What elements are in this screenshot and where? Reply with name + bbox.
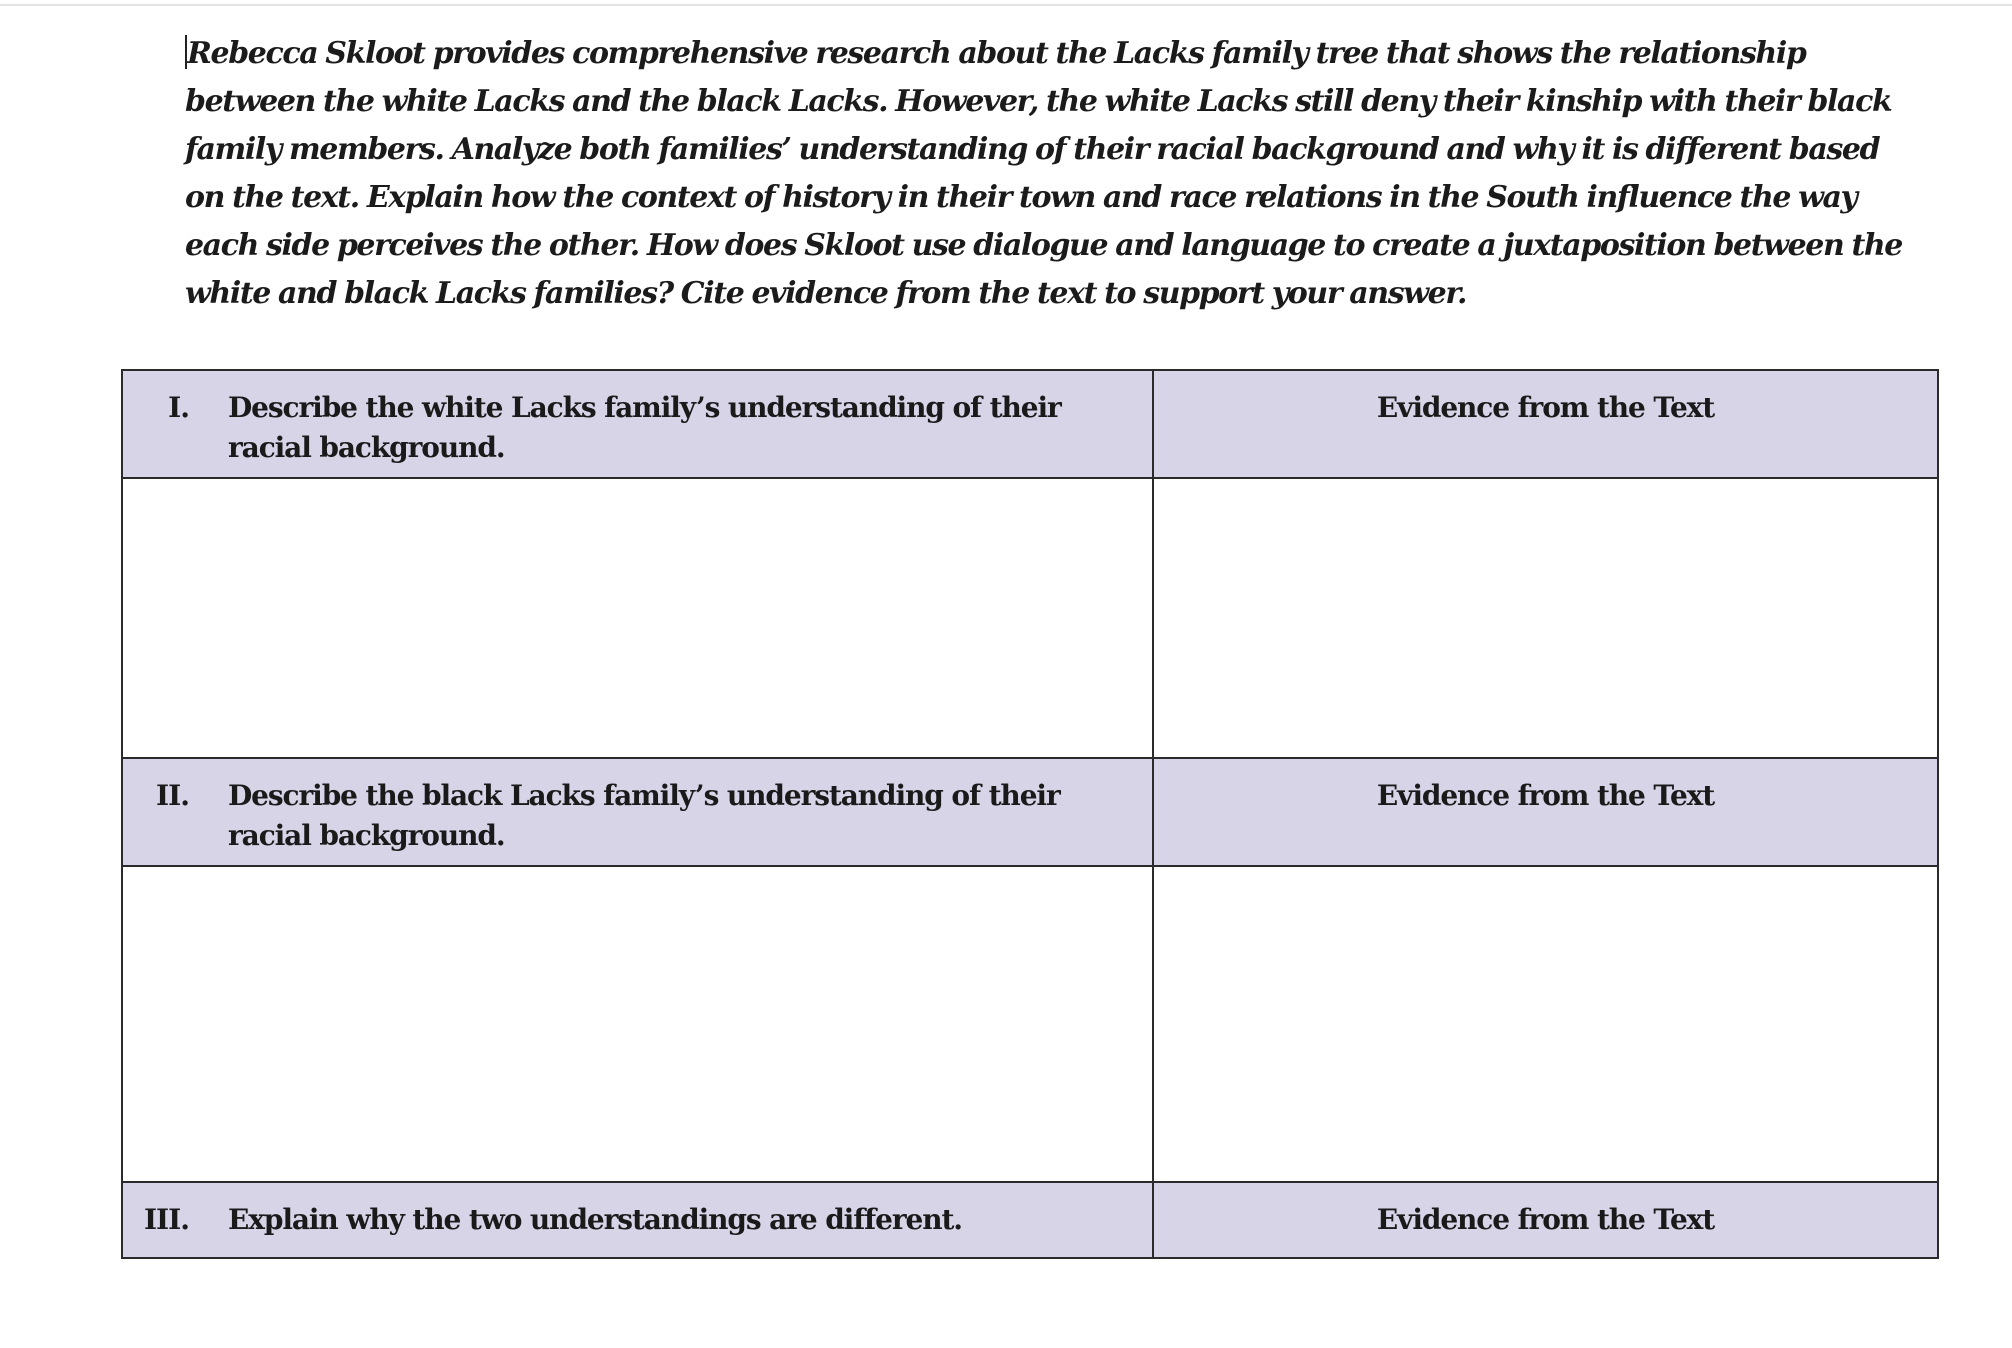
section-3-evidence-header-cell[interactable] xyxy=(1153,1182,1938,1258)
section-3-evidence-label: Evidence from the Text xyxy=(1376,1203,1715,1236)
section-2-question: Describe the black Lacks family’s understanding of their racial background. xyxy=(228,779,1060,852)
section-2-header-row xyxy=(122,758,1938,866)
section-2-answer-row xyxy=(122,866,1938,1182)
section-3-question: Explain why the two understandings are different. xyxy=(228,1203,962,1236)
prompt-text: Rebecca Skloot provides comprehensive research about the Lacks family tree that shows the relationship between the white Lacks and the black Lacks. However, the white Lacks still deny their kinship with their black family members. Analyze both families’ understanding of their racial background and why it is different based on the text. Explain how the context of history in their town and race relations in the South influence the way each side perceives the other. How does Skloot use dialogue and language to create a juxtaposition between the white and black Lacks families? Cite evidence from the text to support your answer. xyxy=(185,36,1902,311)
section-1-answer-cell[interactable] xyxy=(122,478,1153,758)
section-2-numeral: II. xyxy=(156,779,189,812)
section-2-question-cell[interactable] xyxy=(122,758,1153,866)
section-1-question-cell[interactable] xyxy=(122,370,1153,478)
section-2-answer-cell[interactable] xyxy=(122,866,1153,1182)
section-2-evidence-header-cell[interactable] xyxy=(1153,758,1938,866)
section-1-evidence-header-cell[interactable] xyxy=(1153,370,1938,478)
section-2-evidence-cell[interactable] xyxy=(1153,866,1938,1182)
section-1-question: Describe the white Lacks family’s understanding of their racial background. xyxy=(228,391,1061,464)
prompt-paragraph[interactable] xyxy=(185,30,1905,318)
section-2-evidence-label: Evidence from the Text xyxy=(1376,779,1715,812)
section-1-numeral: I. xyxy=(168,391,189,424)
section-3-question-cell[interactable] xyxy=(122,1182,1153,1258)
section-1-header-row xyxy=(122,370,1938,478)
section-3-numeral: III. xyxy=(143,1203,189,1236)
top-divider xyxy=(0,4,2012,6)
section-1-answer-row xyxy=(122,478,1938,758)
section-1-evidence-cell[interactable] xyxy=(1153,478,1938,758)
graphic-organizer-table xyxy=(121,369,1939,1259)
section-3-header-row xyxy=(122,1182,1938,1258)
section-1-evidence-label: Evidence from the Text xyxy=(1376,391,1715,424)
